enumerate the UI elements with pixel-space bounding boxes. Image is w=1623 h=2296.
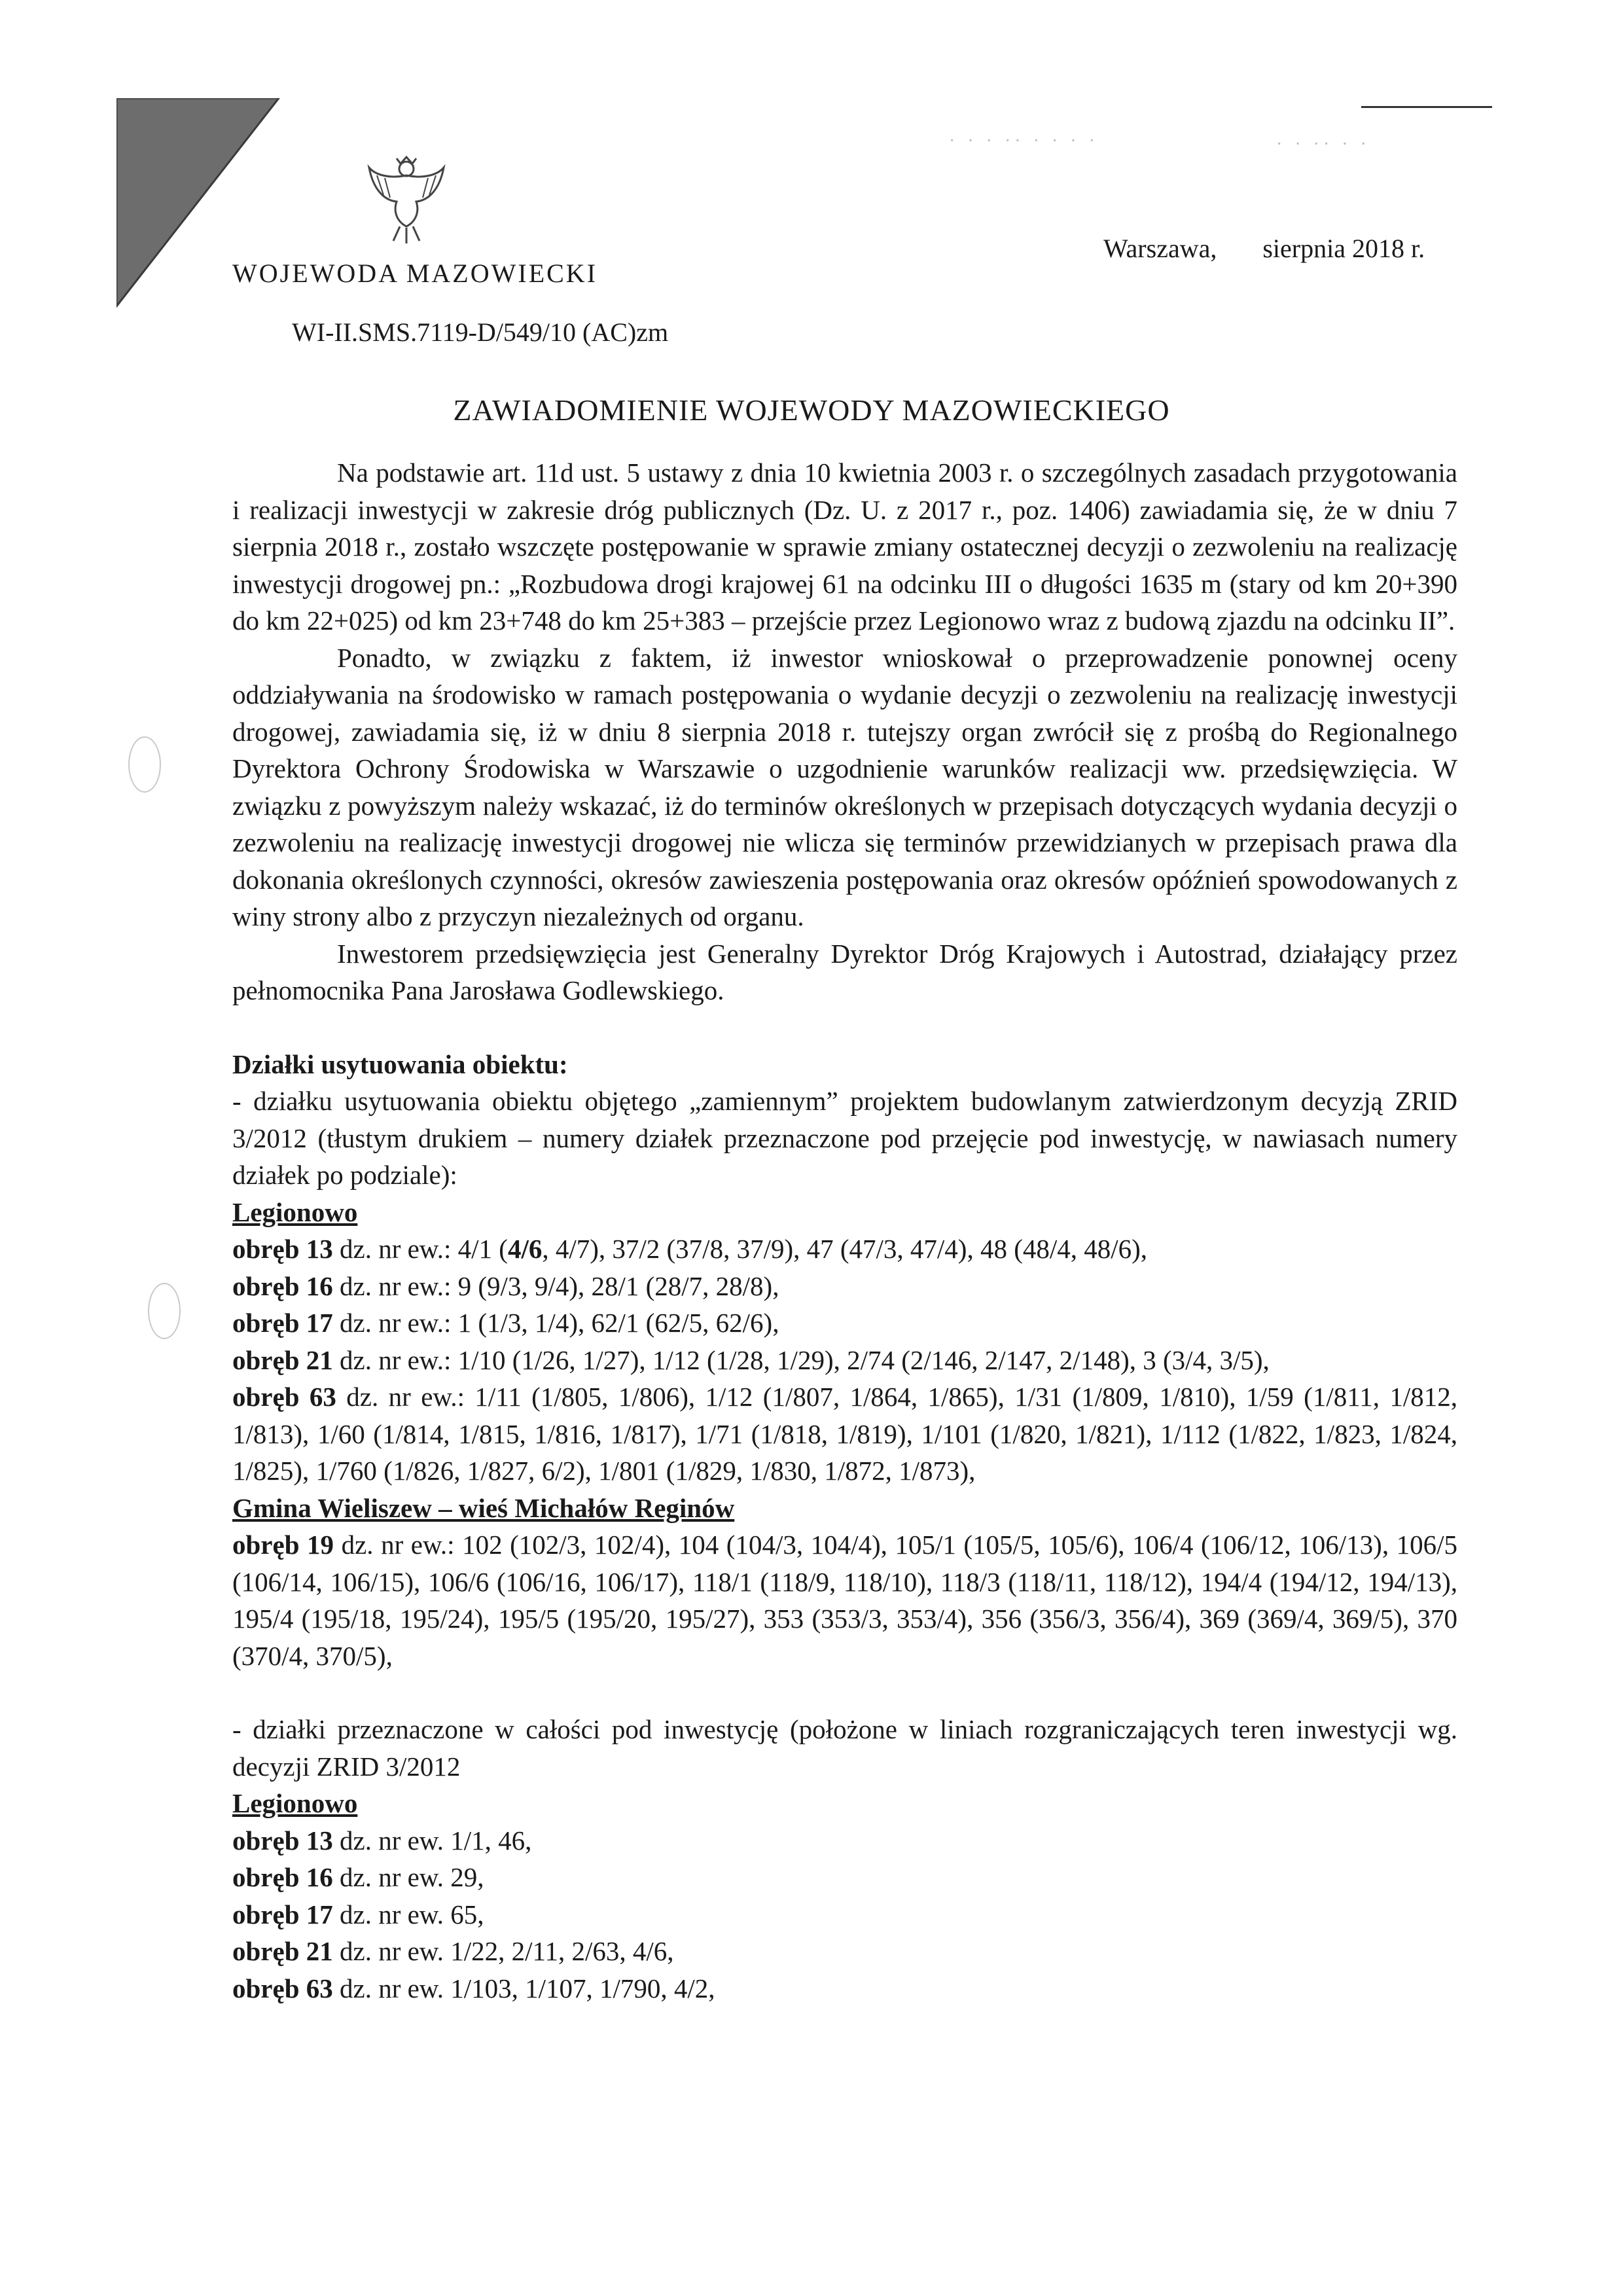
parcel-numbers: dz. nr ew.: 1 (1/3, 1/4), 62/1 (62/5, 62/6), xyxy=(332,1308,779,1338)
parcel-numbers: dz. nr ew. 1/22, 2/11, 2/63, 4/6, xyxy=(332,1936,674,1966)
scan-noise: · · · ·· · · · · xyxy=(949,131,1099,151)
paragraph: Na podstawie art. 11d ust. 5 ustawy z dnia 10 kwietnia 2003 r. o szczególnych zasadach przygotowania i realizacji inwestycji w zakresie dróg publicznych (Dz. U. z 2017 r., poz. 1406) zawiadamia się, że w dniu 7 sierpnia 2018 r., zostało wszczęte postępowanie w sprawie zmiany ostatecznej decyzji o zezwoleniu na realizację inwestycji drogowej pn.: „Rozbudowa drogi krajowej 61 na odcinku III o długości 1635 m (stary od km 20+390 do km 22+025) od km 23+748 do km 25+383 – przejście przez Legionowo wraz z budową zjazdu na odcinku II”. xyxy=(232,457,1457,636)
reference-number: WI-II.SMS.7119-D/549/10 (AC)zm xyxy=(292,317,669,347)
polish-eagle-emblem-icon xyxy=(364,149,449,247)
parcel-bold: 4/6 xyxy=(507,1234,543,1264)
precinct-label: obręb 19 xyxy=(232,1530,334,1560)
precinct-label: obręb 13 xyxy=(232,1234,333,1264)
precinct-label: obręb 21 xyxy=(232,1936,333,1966)
precinct-label: obręb 63 xyxy=(232,1973,333,2003)
section-intro: - działki przeznaczone w całości pod inwestycję (położone w liniach rozgraniczających teren inwestycji wg. decyzji ZRID 3/2012 xyxy=(232,1714,1457,1782)
place-date: Warszawa, sierpnia 2018 r. xyxy=(1103,234,1425,263)
document-title: ZAWIADOMIENIE WOJEWODY MAZOWIECKIEGO xyxy=(453,393,1170,427)
punch-hole xyxy=(148,1283,181,1339)
precinct-label: obręb 17 xyxy=(232,1308,333,1338)
parcel-line xyxy=(232,1526,1457,1674)
precinct-label: obręb 16 xyxy=(232,1270,333,1301)
parcel-line xyxy=(232,1304,1457,1342)
parcel-numbers: dz. nr ew. 1/103, 1/107, 1/790, 4/2, xyxy=(332,1973,715,2003)
paragraph: Inwestorem przedsięwzięcia jest Generalny Dyrektor Dróg Krajowych i Autostrad, działający przez pełnomocnika Pana Jarosława Godlewskiego. xyxy=(232,938,1457,1005)
document-body xyxy=(232,454,1457,2007)
section-heading: Działki usytuowania obiektu: xyxy=(232,1049,568,1079)
parcel-line xyxy=(232,1859,1457,1896)
location-heading: Legionowo xyxy=(232,1788,358,1818)
location-heading: Gmina Wieliszew – wieś Michałów Reginów xyxy=(232,1492,735,1523)
parcel-line xyxy=(232,1822,1457,1859)
paragraph: Ponadto, w związku z faktem, iż inwestor wnioskował o przeprowadzenie ponownej oceny oddziaływania na środowisko w ramach postępowania o wydanie decyzji o zezwoleniu na realizację inwestycji drogowej, zawiadamia się, iż w dniu 8 sierpnia 2018 r. tutejszy organ zwrócił się z prośbą do Regionalnego Dyrektora Ochrony Środowiska w Warszawie o uzgodnienie warunków realizacji ww. przedsięwzięcia. W związku z powyższym należy wskazać, iż do terminów określonych w przepisach dotyczących wydania decyzji o zezwoleniu na realizację inwestycji drogowej nie wlicza się terminów przewidzianych w przepisach prawa dla dokonania określonych czynności, okresów zawieszenia postępowania oraz okresów opóźnień spowodowanych z winy strony albo z przyczyn niezależnych od organu. xyxy=(232,642,1457,931)
location-heading: Legionowo xyxy=(232,1196,358,1227)
parcel-list xyxy=(232,1230,1457,1490)
precinct-label: obręb 13 xyxy=(232,1825,333,1856)
parcel-line xyxy=(232,1933,1457,1970)
parcel-line xyxy=(232,1268,1457,1305)
parcel-line xyxy=(232,1378,1457,1490)
scan-noise: · · ·· · · xyxy=(1276,134,1370,154)
parcel-line xyxy=(232,1342,1457,1379)
precinct-label: obręb 21 xyxy=(232,1344,333,1375)
section-intro: - działku usytuowania obiektu objętego „zamiennym” projektem budowlanym zatwierdzonym decyzją ZRID 3/2012 (tłustym drukiem – numery działek przeznaczone pod przejęcie pod inwestycję, w nawiasach numery działek po podziale): xyxy=(232,1086,1457,1190)
parcel-numbers: dz. nr ew.: 102 (102/3, 102/4), 104 (104/3, 104/4), 105/1 (105/5, 105/6), 106/4 (106/12, 106/13), 106/5 (106/14, 106/15), 106/6 (106/16, 106/17), 118/1 (118/9, 118/10), 118/3 (118/11, 118/12), 194/4 (194/12, 194/13), 195/4 (195/18, 195/24), 195/5 (195/20, 195/27), 353 (353/3, 353/4), 356 (356/3, 356/4), 369 (369/4, 369/5), 370 (370/4, 370/5), xyxy=(232,1530,1458,1671)
parcel-line xyxy=(232,1230,1457,1268)
organization-name: WOJEWODA MAZOWIECKI xyxy=(232,259,598,288)
parcel-numbers: dz. nr ew.: 1/10 (1/26, 1/27), 1/12 (1/28, 1/29), 2/74 (2/146, 2/147, 2/148), 3 (3/4, 3/5), xyxy=(332,1344,1270,1375)
parcel-list xyxy=(232,1822,1457,2007)
parcel-numbers: dz. nr ew.: 4/1 ( xyxy=(332,1234,508,1264)
scan-edge-line xyxy=(1361,106,1492,108)
parcel-numbers: dz. nr ew. 29, xyxy=(332,1862,484,1892)
precinct-label: obręb 16 xyxy=(232,1862,333,1892)
spacer xyxy=(232,1674,1457,1711)
parcel-numbers: dz. nr ew.: 9 (9/3, 9/4), 28/1 (28/7, 28/8), xyxy=(332,1270,779,1301)
precinct-label: obręb 63 xyxy=(232,1382,336,1412)
parcel-numbers: , 4/7), 37/2 (37/8, 37/9), 47 (47/3, 47/4), 48 (48/4, 48/6), xyxy=(542,1234,1148,1264)
punch-hole xyxy=(128,736,161,793)
parcel-numbers: dz. nr ew. 65, xyxy=(332,1899,484,1929)
parcel-numbers: dz. nr ew.: 1/11 (1/805, 1/806), 1/12 (1/807, 1/864, 1/865), 1/31 (1/809, 1/810), 1/59 (1/811, 1/812, 1/813), 1/60 (1/814, 1/815, 1/816, 1/817), 1/71 (1/818, 1/819), 1/101 (1/820, 1/821), 1/112 (1/822, 1/823, 1/824, 1/825), 1/760 (1/826, 1/827, 6/2), 1/801 (1/829, 1/830, 1/872, 1/873), xyxy=(232,1382,1457,1486)
precinct-label: obręb 17 xyxy=(232,1899,333,1929)
parcel-line xyxy=(232,1896,1457,1933)
parcel-line xyxy=(232,1970,1457,2007)
parcel-numbers: dz. nr ew. 1/1, 46, xyxy=(332,1825,532,1856)
